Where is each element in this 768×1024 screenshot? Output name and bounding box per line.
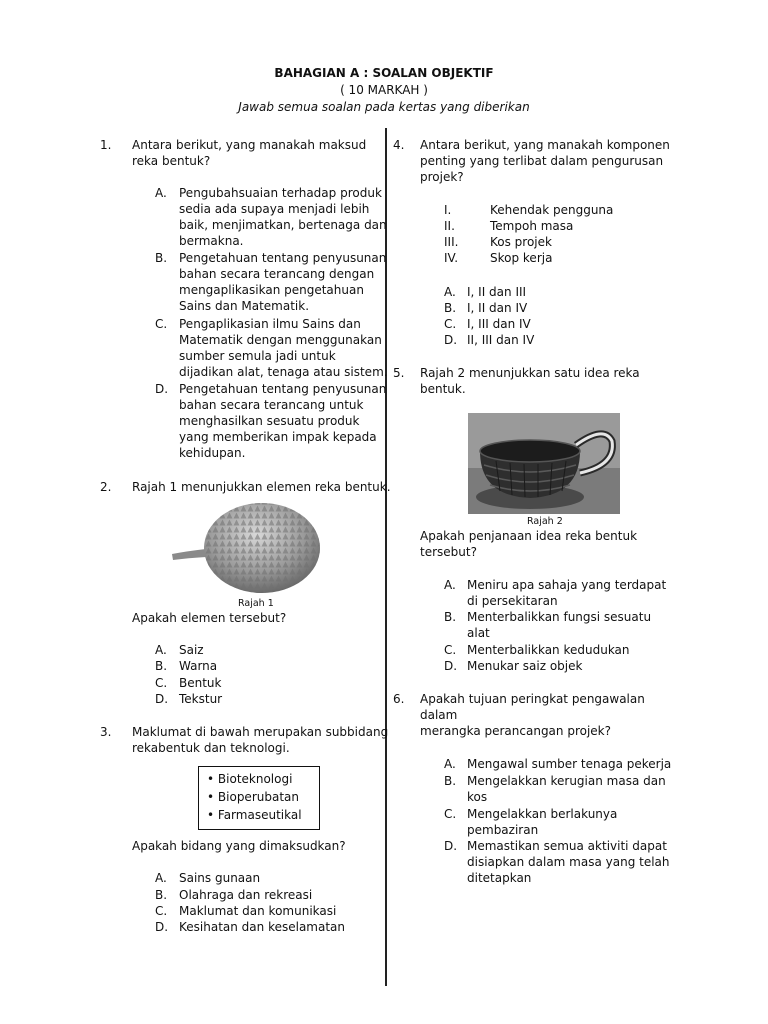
option-letter: A. — [444, 757, 456, 771]
option-line: Menukar saiz objek — [467, 659, 583, 673]
option-letter: B. — [444, 774, 457, 788]
roman-numeral: III. — [444, 235, 459, 249]
roman-item: Kos projek — [490, 235, 552, 249]
option-letter: A. — [444, 578, 456, 592]
option-letter: D. — [155, 920, 169, 934]
option-line: kehidupan. — [179, 446, 246, 460]
option-line: pembaziran — [467, 823, 539, 837]
option-line: Maklumat dan komunikasi — [179, 904, 337, 918]
question-stem-line: bentuk. — [420, 382, 466, 396]
option-line: yang memberikan impak kepada — [179, 430, 377, 444]
question-stem-line: rekabentuk dan teknologi. — [132, 741, 290, 755]
option-letter: D. — [155, 692, 169, 706]
marks-label: ( 10 MARKAH ) — [340, 83, 428, 97]
page-title: BAHAGIAN A : SOALAN OBJEKTIF — [274, 66, 494, 80]
option-letter: C. — [155, 904, 168, 918]
roman-numeral: I. — [444, 203, 452, 217]
tire-cup-image — [468, 413, 620, 514]
option-line: sumber semula jadi untuk — [179, 349, 336, 363]
option-line: Tekstur — [179, 692, 223, 706]
bullet-item: • Farmaseutikal — [207, 808, 302, 822]
option-line: Sains dan Matematik. — [179, 299, 310, 313]
question-stem-line: dalam — [420, 708, 458, 722]
option-letter: C. — [155, 676, 168, 690]
option-line: Meniru apa sahaja yang terdapat — [467, 578, 667, 592]
option-line: Saiz — [179, 643, 204, 657]
option-letter: B. — [155, 888, 168, 902]
option-letter: D. — [444, 839, 458, 853]
option-line: kos — [467, 790, 488, 804]
option-line: II, III dan IV — [467, 333, 535, 347]
option-letter: C. — [155, 317, 168, 331]
option-line: bahan secara terancang untuk — [179, 398, 364, 412]
option-line: menghasilkan sesuatu produk — [179, 414, 360, 428]
question-prompt: Apakah bidang yang dimaksudkan? — [132, 839, 346, 853]
question-stem-line: Maklumat di bawah merupakan subbidang — [132, 725, 389, 739]
question-prompt-line: Apakah penjanaan idea reka bentuk — [420, 529, 638, 543]
question-stem-line: Rajah 1 menunjukkan elemen reka bentuk. — [132, 480, 391, 494]
durian-image — [170, 498, 320, 596]
option-line: I, II dan III — [467, 285, 527, 299]
option-line: dijadikan alat, tenaga atau sistem. — [179, 365, 388, 379]
option-letter: D. — [155, 382, 169, 396]
option-letter: C. — [444, 317, 457, 331]
option-letter: D. — [444, 333, 458, 347]
question-number: 5. — [393, 366, 405, 380]
question-stem-line: merangka perancangan projek? — [420, 724, 611, 738]
question-number: 1. — [100, 138, 112, 152]
option-letter: B. — [155, 251, 168, 265]
option-line: Mengelakkan kerugian masa dan — [467, 774, 666, 788]
option-line: Pengaplikasian ilmu Sains dan — [179, 317, 361, 331]
question-number: 4. — [393, 138, 405, 152]
option-line: I, III dan IV — [467, 317, 531, 331]
question-stem-line: Antara berikut, yang manakah maksud — [132, 138, 367, 152]
roman-numeral: II. — [444, 219, 455, 233]
bullet-text: Bioperubatan — [217, 790, 299, 804]
option-line: Menterbalikkan kedudukan — [467, 643, 630, 657]
option-line: Kesihatan dan keselamatan — [179, 920, 346, 934]
option-letter: C. — [444, 807, 457, 821]
option-line: Pengubahsuaian terhadap produk — [179, 186, 382, 200]
question-stem-line: penting yang terlibat dalam pengurusan — [420, 154, 664, 168]
option-line: Bentuk — [179, 676, 222, 690]
option-line: alat — [467, 626, 490, 640]
question-prompt-line: tersebut? — [420, 545, 477, 559]
instruction-text: Jawab semua soalan pada kertas yang diberikan — [238, 100, 530, 114]
figure-caption: Rajah 2 — [527, 516, 563, 527]
option-line: bermakna. — [179, 234, 244, 248]
option-line: Pengetahuan tentang penyusunan — [179, 251, 387, 265]
option-line: baik, menjimatkan, bertenaga dan — [179, 218, 387, 232]
question-stem-line: reka bentuk? — [132, 154, 211, 168]
option-letter: C. — [444, 643, 457, 657]
bullet-item: • Bioperubatan — [207, 790, 299, 804]
roman-item: Kehendak pengguna — [490, 203, 614, 217]
roman-item: Skop kerja — [490, 251, 553, 265]
option-letter: B. — [155, 659, 168, 673]
option-line: Pengetahuan tentang penyusunan — [179, 382, 387, 396]
question-stem-line: projek? — [420, 170, 464, 184]
option-line: Matematik dengan menggunakan — [179, 333, 382, 347]
figure-caption: Rajah 1 — [238, 598, 274, 609]
question-number: 6. — [393, 692, 405, 706]
bullet-text: Farmaseutikal — [217, 808, 302, 822]
option-line: Sains gunaan — [179, 871, 261, 885]
option-letter: A. — [155, 871, 167, 885]
subfield-box — [198, 766, 320, 830]
question-stem-line: Apakah tujuan peringkat pengawalan — [420, 692, 645, 706]
option-line: Mengelakkan berlakunya — [467, 807, 618, 821]
roman-item: Tempoh masa — [490, 219, 574, 233]
option-line: disiapkan dalam masa yang telah — [467, 855, 670, 869]
question-stem-line: Antara berikut, yang manakah komponen — [420, 138, 670, 152]
option-letter: D. — [444, 659, 458, 673]
question-stem-line: Rajah 2 menunjukkan satu idea reka — [420, 366, 640, 380]
question-number: 3. — [100, 725, 112, 739]
roman-numeral: IV. — [444, 251, 459, 265]
option-line: Memastikan semua aktiviti dapat — [467, 839, 667, 853]
question-number: 2. — [100, 480, 112, 494]
bullet-text: Bioteknologi — [217, 772, 293, 786]
option-letter: A. — [444, 285, 456, 299]
option-letter: A. — [155, 186, 167, 200]
option-line: Menterbalikkan fungsi sesuatu — [467, 610, 652, 624]
option-letter: B. — [444, 301, 457, 315]
option-line: bahan secara terancang dengan — [179, 267, 375, 281]
question-prompt: Apakah elemen tersebut? — [132, 611, 287, 625]
option-letter: A. — [155, 643, 167, 657]
option-line: ditetapkan — [467, 871, 532, 885]
option-line: Olahraga dan rekreasi — [179, 888, 313, 902]
option-line: di persekitaran — [467, 594, 558, 608]
option-letter: B. — [444, 610, 457, 624]
option-line: sedia ada supaya menjadi lebih — [179, 202, 370, 216]
option-line: Mengawal sumber tenaga pekerja — [467, 757, 672, 771]
option-line: mengaplikasikan pengetahuan — [179, 283, 364, 297]
option-line: Warna — [179, 659, 218, 673]
bullet-item: • Bioteknologi — [207, 772, 293, 786]
option-line: I, II dan IV — [467, 301, 528, 315]
